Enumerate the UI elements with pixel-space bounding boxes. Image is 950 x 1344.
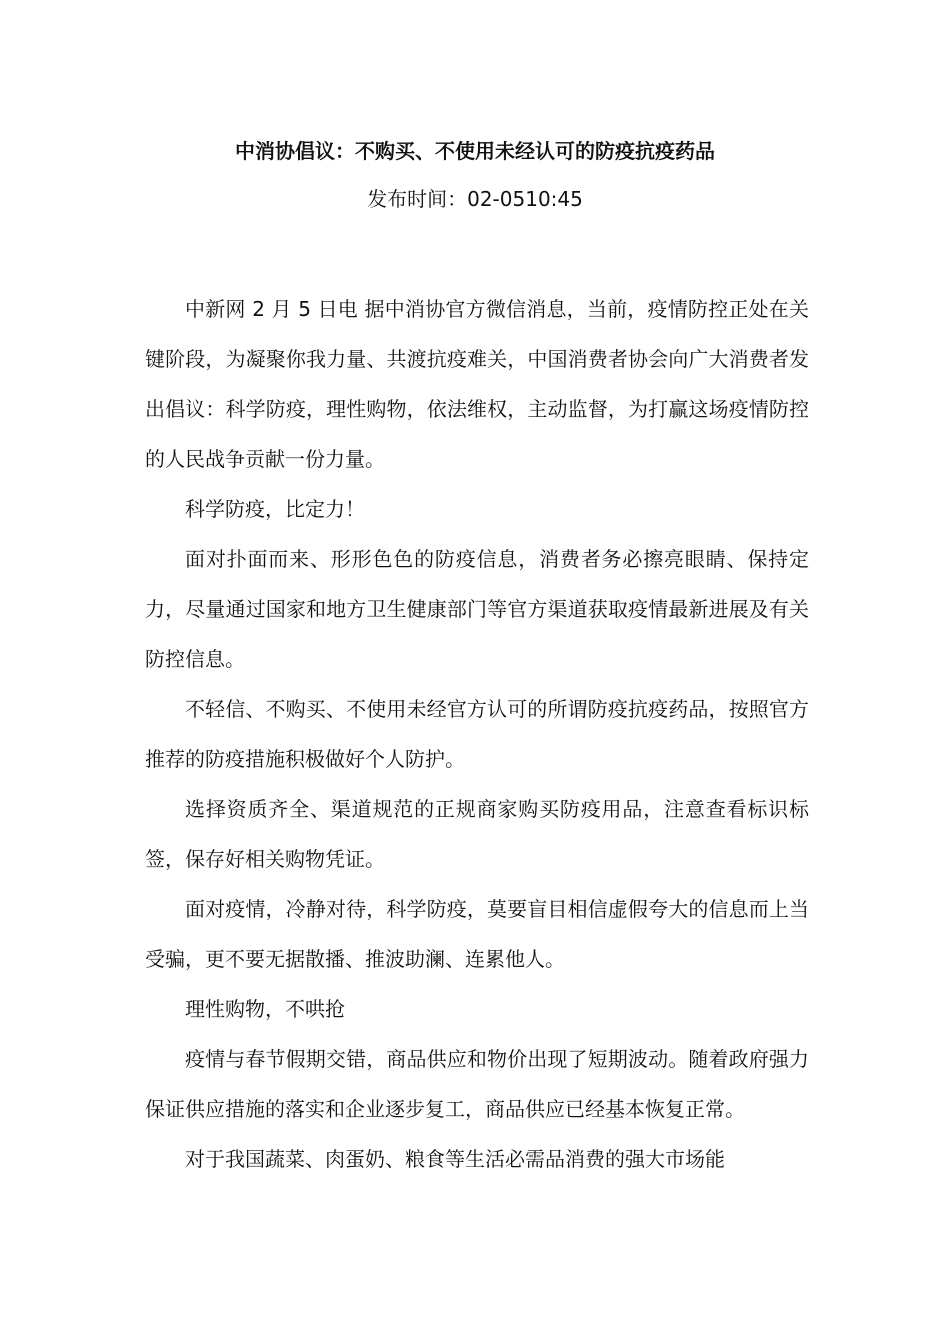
paragraph: 理性购物，不哄抢 [185, 997, 345, 1021]
paragraph: 疫情与春节假期交错，商品供应和物价出现了短期波动。随着政府强力保证供应措施的落实和企业逐步复工，商品供应已经基本恢复正常。 [145, 1047, 809, 1121]
paragraph: 中新网 2 月 5 日电 据中消协官方微信消息，当前，疫情防控正处在关键阶段，为凝聚你我力量、共渡抗疫难关，中国消费者协会向广大消费者发出倡议：科学防疫，理性购物，依法维权，主动监督，为打赢这场疫情防控的人民战争贡献一份力量。 [145, 297, 809, 471]
paragraph: 对于我国蔬菜、肉蛋奶、粮食等生活必需品消费的强大市场能 [185, 1147, 725, 1171]
paragraph: 科学防疫，比定力！ [185, 497, 365, 521]
publish-time: 发布时间：02-0510:45 [367, 187, 583, 211]
paragraph: 面对疫情，冷静对待，科学防疫，莫要盲目相信虚假夸大的信息而上当受骗，更不要无据散播、推波助澜、连累他人。 [145, 897, 809, 971]
paragraph: 面对扑面而来、形形色色的防疫信息，消费者务必擦亮眼睛、保持定力，尽量通过国家和地方卫生健康部门等官方渠道获取疫情最新进展及有关防控信息。 [145, 547, 809, 671]
document-title: 中消协倡议：不购买、不使用未经认可的防疫抗疫药品 [235, 139, 715, 163]
paragraph: 选择资质齐全、渠道规范的正规商家购买防疫用品，注意查看标识标签，保存好相关购物凭证。 [145, 797, 809, 871]
article-body [145, 284, 809, 1184]
paragraph: 不轻信、不购买、不使用未经官方认可的所谓防疫抗疫药品，按照官方推荐的防疫措施积极做好个人防护。 [145, 697, 809, 771]
